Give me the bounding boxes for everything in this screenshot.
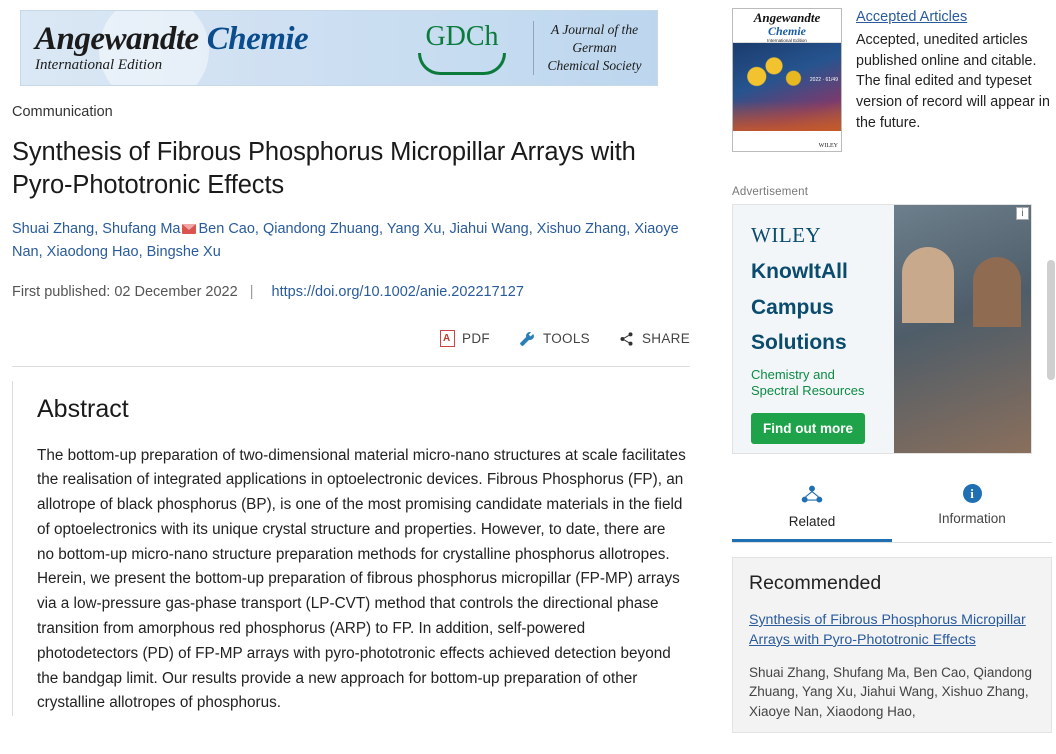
first-published-date: 02 December 2022 xyxy=(114,283,238,300)
cover-journal-name-2: Chemie xyxy=(768,23,806,38)
accepted-articles-text xyxy=(856,8,1050,152)
recommended-item-authors: Shuai Zhang, Shufang Ma, Ben Cao, Qiandong Zhuang, Yang Xu, Jiahui Wang, Xishuo Zhang, Xiaoye Nan, Xiaodong Hao, xyxy=(749,664,1032,719)
author-list xyxy=(12,218,698,264)
advertisement-banner[interactable] xyxy=(732,204,1032,454)
email-icon[interactable] xyxy=(182,224,196,234)
article-type: Communication xyxy=(12,104,113,120)
gdch-swoosh-icon xyxy=(418,53,506,75)
ad-photo xyxy=(894,205,1031,453)
society-line-2: German xyxy=(572,39,617,55)
pdf-button[interactable] xyxy=(440,330,490,347)
ad-info-icon[interactable]: i xyxy=(1016,207,1029,220)
related-dots-icon xyxy=(799,484,825,506)
journal-cover-image[interactable] xyxy=(732,8,842,152)
recommended-heading: Recommended xyxy=(749,572,882,594)
cover-issue: 2022 · 61/49 xyxy=(809,77,838,83)
cover-publisher: WILEY xyxy=(818,143,838,149)
accepted-articles-link[interactable]: Accepted Articles xyxy=(856,9,968,25)
recommended-item-link[interactable]: Synthesis of Fibrous Phosphorus Micropillar Arrays with Pyro-Phototronic Effects xyxy=(749,612,1026,648)
abstract-text: The bottom-up preparation of two-dimensional material micro-nano structures at scale facilitates the realisation of integrated applications in optoelectronic devices. Fibrous Phosphorus (FP), an allotrope of black phosphorus (BP), is one of the most promising candidate materials in the field of optoelectronics with its unique crystal structure and properties. However, to date, there are no bottom-up micro-nano structure preparation methods for crystalline phosphorus allotropes. Herein, we present the bottom-up preparation of fibrous phosphorus micropillar (FP-MP) arrays via a low-pressure gas-phase transport (LP-CVT) method that controls the directional phase transition from amorphous red phosphorus (ARP) to FP. In addition, self-powered photodetectors (PD) of FP-MP arrays with pyro-phototronic effects achieved detection beyond the bandgap limit. Our results provide a new approach for bottom-up preparation of other crystalline allotropes of phosphorus. xyxy=(37,446,686,712)
page-scrollbar[interactable] xyxy=(1047,260,1055,380)
ad-headline-3: Solutions xyxy=(751,331,847,355)
cover-journal-name: Angewandte xyxy=(753,10,821,25)
gdch-text: GDCh xyxy=(425,21,499,52)
journal-name-angewandte: Angewandte xyxy=(35,21,199,57)
authors-rest[interactable]: Ben Cao, Qiandong Zhuang, Yang Xu, Jiahui Wang, Xishuo Zhang, Xiaoye Nan, Xiaodong Hao, Bingshe Xu xyxy=(12,221,679,261)
society-line-3: Chemical Society xyxy=(547,58,642,74)
ad-subtext-2: Spectral Resources xyxy=(751,382,865,398)
journal-logo xyxy=(21,23,397,73)
cover-masthead xyxy=(733,9,841,43)
sidebar-tabs xyxy=(732,476,1052,543)
ad-brand: WILEY xyxy=(751,223,822,247)
pdf-icon xyxy=(440,330,455,347)
toolbar-divider xyxy=(12,366,690,367)
tools-button[interactable] xyxy=(518,330,590,348)
pdf-label: PDF xyxy=(462,331,490,347)
accepted-articles-description: Accepted, unedited articles published online and citable. The final edited and typeset version of record will appear in the future. xyxy=(856,32,1050,131)
society-caption xyxy=(540,21,657,76)
abstract-section xyxy=(12,381,692,716)
sidebar xyxy=(714,0,1056,754)
page-title: Synthesis of Fibrous Phosphorus Micropillar Arrays with Pyro-Phototronic Effects xyxy=(12,138,636,199)
tab-related[interactable] xyxy=(732,476,892,542)
cover-edition: International Edition xyxy=(767,37,807,43)
share-label: SHARE xyxy=(641,331,690,347)
journal-edition: International Edition xyxy=(35,57,163,73)
gdch-logo xyxy=(397,21,527,75)
journal-banner xyxy=(20,10,658,86)
abstract-heading: Abstract xyxy=(37,394,129,423)
article-toolbar xyxy=(12,330,698,348)
doi-link[interactable]: https://doi.org/10.1002/anie.202217127 xyxy=(271,283,524,300)
society-line-1: A Journal of the xyxy=(550,21,639,37)
tab-related-label: Related xyxy=(788,514,836,529)
tab-information-label: Information xyxy=(938,511,1006,526)
share-button[interactable] xyxy=(618,331,690,347)
info-circle-icon: i xyxy=(963,484,982,503)
tools-label: TOOLS xyxy=(542,331,590,347)
first-published-label: First published: xyxy=(12,283,111,300)
ad-cta-button[interactable]: Find out more xyxy=(751,413,865,444)
ad-subtext-1: Chemistry and xyxy=(751,366,835,382)
ad-headline-1: KnowItAll xyxy=(751,260,848,283)
accepted-articles-block xyxy=(732,8,1050,152)
ad-content xyxy=(733,205,896,453)
share-icon xyxy=(618,331,635,347)
journal-name-chemie: Chemie xyxy=(206,21,309,57)
publication-info xyxy=(12,284,698,300)
wrench-icon xyxy=(518,330,536,348)
cover-artwork xyxy=(733,43,841,131)
advertisement-label: Advertisement xyxy=(732,186,809,198)
ad-headline-2: Campus xyxy=(751,295,834,319)
banner-divider xyxy=(533,21,534,75)
authors-first[interactable]: Shuai Zhang, Shufang Ma xyxy=(12,221,181,238)
cover-footer xyxy=(733,131,841,151)
pubinfo-separator: | xyxy=(249,283,254,300)
recommended-panel xyxy=(732,557,1052,733)
tab-information[interactable] xyxy=(892,476,1052,542)
